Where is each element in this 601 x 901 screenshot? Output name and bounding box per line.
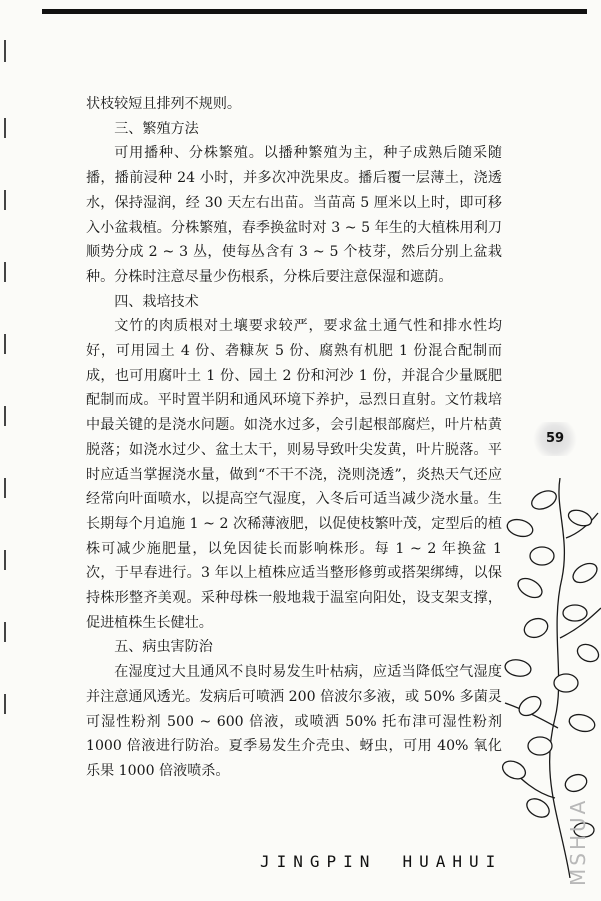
paragraph-pest-control: 在湿度过大且通风不良时易发生叶枯病，应适当降低空气湿度并注意通风透光。发病后可喷洒 200 倍波尔多液，或 50% 多菌灵可湿性粉剂 500 ~ 600 倍液，或喷洒 50% 托布津可湿性粉剂 1000 倍液进行防治。夏季易发生介壳虫、蚜虫，可用 40% 氧化乐果 1000 倍液喷杀。 [86, 664, 502, 779]
section-heading-propagation: 三、繁殖方法 [114, 120, 199, 137]
header-rule [42, 9, 587, 14]
section-heading-pest-control: 五、病虫害防治 [114, 639, 213, 656]
page-body [86, 92, 502, 784]
footer-brand-left: JINGPIN [260, 852, 377, 871]
section-heading-cultivation: 四、栽培技术 [114, 293, 199, 310]
paragraph-cultivation: 文竹的肉质根对土壤要求较严，要求盆土通气性和排水性均好，可用园土 4 份、砻糠灰 5 份、腐熟有机肥 1 份混合配制而成，也可用腐叶土 1 份、园土 2 份和河沙 1 份，并混合少量厩肥配制而成。平时置半阴和通风环境下养护，忌烈日直射。文竹栽培中最关键的是浇水问题。如浇水过多，会引起根部腐烂，叶片枯黄脱落；如浇水过少、盆土太干，则易导致叶尖发黄，叶片脱落。平时应适当掌握浇水量，做到“不干不浇，浇则浇透”，炎热天气还应经常向叶面喷水，以提高空气湿度，入冬后可适当减少浇水量。生长期每个月追施 1 ~ 2 次稀薄液肥，以促使枝繁叶茂，定型后的植株可减少施肥量，以免因徒长而影响株形。每 1 ~ 2 年换盆 1 次，于早春进行。3 年以上植株应适当整形修剪或搭架绑缚，以保持株形整齐美观。采种母株一般地栽于温室向阳处，设支架支撑，促进植株生长健壮。 [86, 318, 502, 631]
footer-brand [260, 852, 502, 871]
binding-edge-marks [4, 40, 8, 740]
opening-line: 状枝较短且排列不规则。 [86, 96, 242, 112]
paragraph-propagation: 可用播种、分株繁殖。以播种繁殖为主，种子成熟后随采随播，播前浸种 24 小时，并多次冲洗果皮。播后覆一层薄土，浇透水，保持湿润，经 30 天左右出苗。当苗高 5 厘米以上时，即可移入小盆栽植。分株繁殖，春季换盆时对 3 ~ 5 年生的大植株用利刀顺势分成 2 ~ 3 丛，使每丛含有 3 ~ 5 个枝芽，然后分别上盆栽种。分株时注意尽量少伤根系，分株后要注意保湿和遮荫。 [86, 145, 502, 285]
footer-brand-right: HUAHUI [402, 852, 503, 871]
watermark: MSHUA [566, 797, 590, 886]
page-number: 59 [530, 422, 580, 456]
